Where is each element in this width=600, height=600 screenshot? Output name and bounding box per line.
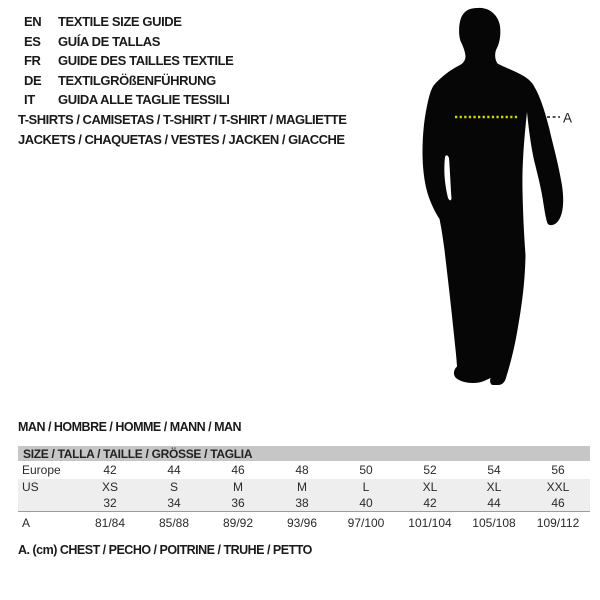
size-cell: 56 [551,463,565,477]
table-row-us [18,479,590,495]
size-cell: XXL [526,479,590,495]
size-cell: 40 [334,495,398,512]
man-silhouette [398,0,578,400]
size-cell: 93/96 [270,512,334,534]
size-cell: 34 [142,495,206,512]
size-cell: 42 [398,495,462,512]
size-cell: 105/108 [462,512,526,534]
size-cell: 42 [103,463,117,477]
table-row-europe [18,461,590,479]
language-label: TEXTILGRÖßENFÜHRUNG [58,72,216,88]
size-cell: L [334,479,398,495]
size-cell: 52 [423,463,437,477]
table-row-unlabeled [18,495,590,512]
language-row [24,90,233,110]
size-cell: 89/92 [206,512,270,534]
size-cell: M [206,479,270,495]
language-code: DE [24,72,42,88]
size-cell: 101/104 [398,512,462,534]
size-cell: 46 [231,463,245,477]
language-label: GUIDE DES TAILLES TEXTILE [58,53,234,68]
language-row [24,32,233,52]
measure-label-a: A [563,110,573,126]
language-code: FR [24,53,41,68]
language-label: GUÍA DE TALLAS [58,33,161,49]
size-cell: 44 [462,495,526,512]
row-label: Europe [22,463,61,477]
size-cell: XL [398,479,462,495]
size-cell: 48 [295,463,309,477]
size-cell: 32 [78,495,142,512]
size-cell: 54 [487,463,501,477]
size-table [18,446,590,533]
size-table-header: SIZE / TALLA / TAILLE / GRÖSSE / TAGLIA [18,446,590,461]
tshirts-line: T-SHIRTS / CAMISETAS / T-SHIRT / T-SHIRT / MAGLIETTE [18,112,347,127]
product-categories [18,110,346,150]
size-cell: 85/88 [142,512,206,534]
size-cell: 81/84 [78,512,142,534]
language-label: GUIDA ALLE TAGLIE TESSILI [58,92,230,107]
size-cell: XL [462,479,526,495]
size-cell: 38 [270,495,334,512]
size-cell: 50 [359,463,373,477]
size-cell: XS [78,479,142,495]
man-silhouette-svg [398,0,578,400]
language-list [24,12,233,110]
language-label: TEXTILE SIZE GUIDE [58,14,182,29]
section-heading-man: MAN / HOMBRE / HOMME / MANN / MAN [18,420,242,434]
size-cell: 46 [526,495,590,512]
table-header-row [18,446,590,461]
language-code: EN [24,14,42,29]
language-code: ES [24,33,41,49]
table-row-chest [18,512,590,534]
size-cell: 97/100 [334,512,398,534]
legend-chest: A. (cm) CHEST / PECHO / POITRINE / TRUHE / PETTO [18,543,312,557]
row-label: A [18,512,78,534]
man-body-shape [423,8,564,385]
size-cell: 44 [167,463,181,477]
language-code: IT [24,92,35,107]
size-cell: 36 [206,495,270,512]
size-cell: 109/112 [526,512,590,534]
language-row [24,12,233,32]
size-cell: S [142,479,206,495]
language-row [24,51,233,71]
size-cell: M [270,479,334,495]
language-row [24,71,233,91]
row-label [18,495,78,512]
jackets-line: JACKETS / CHAQUETAS / VESTES / JACKEN / GIACCHE [18,132,345,147]
row-label: US [18,479,78,495]
